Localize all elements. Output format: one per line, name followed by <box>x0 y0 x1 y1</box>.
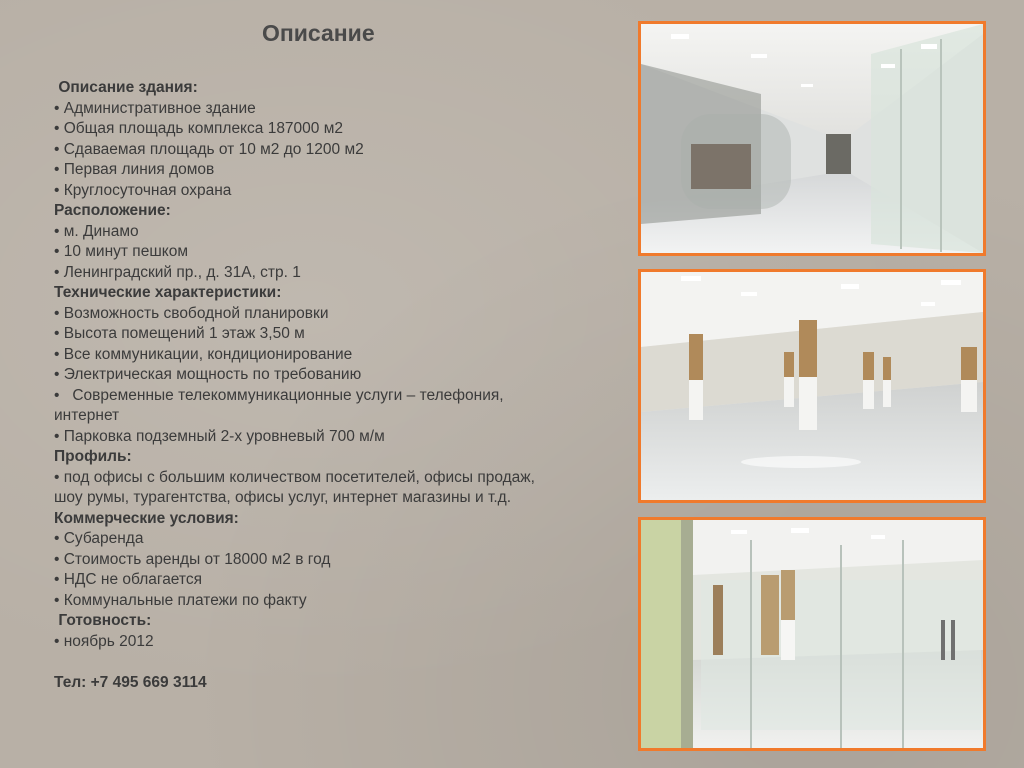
list-item: • ноябрь 2012 <box>54 632 154 650</box>
spacer <box>54 652 614 673</box>
list-item: • Административное здание <box>54 99 256 117</box>
list-item: • Круглосуточная охрана <box>54 181 232 199</box>
list-item: • Общая площадь комплекса 187000 м2 <box>54 120 343 137</box>
open-hall-image <box>641 272 983 500</box>
list-item: • Стоимость аренды от 18000 м2 в год <box>54 550 331 568</box>
list-item: • Первая линия домов <box>54 161 215 178</box>
photo-glass-offices <box>638 517 986 751</box>
commercial-heading: Коммерческие условия: <box>54 509 239 527</box>
building-heading: Описание здания: <box>54 79 198 96</box>
list-item: интернет <box>54 407 120 424</box>
list-item: • Все коммуникации, кондиционирование <box>54 345 353 363</box>
photo-open-hall <box>638 269 986 503</box>
list-item: • Высота помещений 1 этаж 3,50 м <box>54 325 305 342</box>
glass-offices-image <box>641 520 983 748</box>
slide-title: Описание <box>262 20 375 46</box>
location-heading: Расположение: <box>54 202 171 219</box>
list-item: • Возможность свободной планировки <box>54 304 329 322</box>
list-item: • Субаренда <box>54 530 144 547</box>
list-item: шоу румы, турагентства, офисы услуг, интернет магазины и т.д. <box>54 489 512 506</box>
list-item: • Сдаваемая площадь от 10 м2 до 1200 м2 <box>54 140 364 158</box>
readiness-heading: Готовность: <box>54 612 152 629</box>
list-item: • Электрическая мощность по требованию <box>54 366 362 383</box>
phone-number: Тел: +7 495 669 3114 <box>54 673 207 691</box>
list-item: • НДС не облагается <box>54 571 202 588</box>
description-block <box>54 78 614 693</box>
list-item: • Современные телекоммуникационные услуги – телефония, <box>54 386 504 404</box>
list-item: • Коммунальные платежи по факту <box>54 591 307 609</box>
profile-heading: Профиль: <box>54 448 132 465</box>
list-item: • 10 минут пешком <box>54 243 188 260</box>
photo-corridor <box>638 21 986 256</box>
list-item: • Ленинградский пр., д. 31А, стр. 1 <box>54 263 301 281</box>
tech-heading: Технические характеристики: <box>54 284 282 301</box>
corridor-image <box>641 24 983 253</box>
list-item: • м. Динамо <box>54 222 139 240</box>
list-item: • под офисы с большим количеством посетителей, офисы продаж, <box>54 468 535 486</box>
list-item: • Парковка подземный 2-х уровневый 700 м/м <box>54 427 385 445</box>
